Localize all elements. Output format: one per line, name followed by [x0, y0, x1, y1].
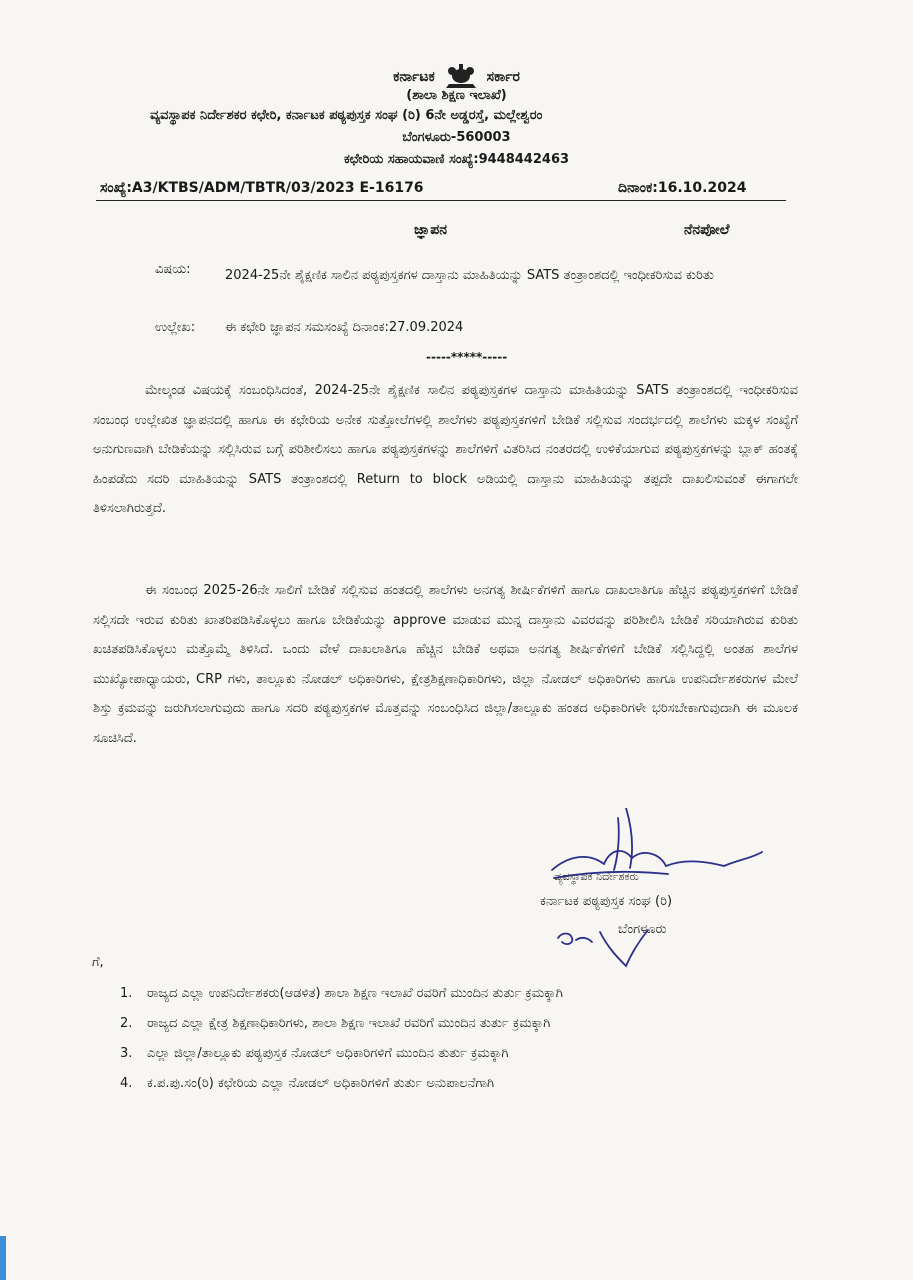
list-item	[120, 984, 563, 1014]
reminder-title: ನೆನಪೋಲೆ	[684, 222, 730, 238]
reference-number: ಸಂಖ್ಯೆ:A3/KTBS/ADM/TBTR/03/2023 E-16176	[100, 180, 424, 196]
signatory-title: ಕರ್ನಾಟಕ ಪಠ್ಯಪುಸ್ತಕ ಸಂಘ (ರಿ)	[540, 894, 673, 909]
list-item	[120, 1044, 563, 1074]
reference-text: ಈ ಕಛೇರಿ ಜ್ಞಾಪನ ಸಮಸಂಖ್ಯೆ ದಿನಾಂಕ:27.09.2024	[225, 320, 464, 335]
header-department: (ಶಾಲಾ ಶಿಕ್ಷಣ ಇಲಾಖೆ)	[406, 88, 507, 103]
header-helpline: ಕಛೇರಿಯ ಸಹಾಯವಾಣಿ ಸಂಖ್ಯೆ:9448442463	[343, 152, 570, 167]
list-item-text: ಎಲ್ಲಾ ಜಿಲ್ಲಾ/ತಾಲ್ಲೂಕು ಪಠ್ಯಪುಸ್ತಕ ನೋಡಲ್ ಅಧಿಕಾರಿಗಳಿಗೆ ಮುಂದಿನ ತುರ್ತು ಕ್ರಮಕ್ಕಾಗಿ	[147, 1046, 509, 1061]
scan-edge-marker	[0, 1236, 6, 1280]
list-item	[120, 1014, 563, 1044]
letter-date: ದಿನಾಂಕ:16.10.2024	[618, 180, 747, 196]
list-item-text: ರಾಜ್ಯದ ಎಲ್ಲಾ ಉಪನಿರ್ದೇಶಕರು(ಆಡಳಿತ) ಶಾಲಾ ಶಿಕ್ಷಣ ಇಲಾಖೆ ರವರಿಗೆ ಮುಂದಿನ ತುರ್ತು ಕ್ರಮಕ್ಕಾಗಿ	[147, 986, 563, 1001]
list-item-number: 4.	[120, 1076, 133, 1091]
body-paragraph-1: ಮೇಲ್ಕಂಡ ವಿಷಯಕ್ಕೆ ಸಂಬಂಧಿಸಿದಂತೆ, 2024-25ನೇ ಶೈಕ್ಷಣಿಕ ಸಾಲಿನ ಪಠ್ಯಪುಸ್ತಕಗಳ ದಾಸ್ತಾನು ಮಾಹಿತಿಯನ್ನು SATS ತಂತ್ರಾಂಶದಲ್ಲಿ ಇಂಧೀಕರಿಸುವ ಸಂಬಂಧ ಉಲ್ಲೇಖಿತ ಜ್ಞಾಪನದಲ್ಲಿ ಹಾಗೂ ಈ ಕಛೇರಿಯ ಅನೇಕ ಸುತ್ತೋಲೆಗಳಲ್ಲಿ ಶಾಲೆಗಳು ಪಠ್ಯಪುಸ್ತಕಗಳಿಗೆ ಬೇಡಿಕೆ ಸಲ್ಲಿಸುವ ಸಂದರ್ಭದಲ್ಲಿ ಶಾಲೆಗಳು ಮಕ್ಕಳ ಸಂಖ್ಯೆಗೆ ಅನುಗುಣವಾಗಿ ಬೇಡಿಕೆಯನ್ನು ಸಲ್ಲಿಸಿರುವ ಬಗ್ಗೆ ಪರಿಶೀಲಿಸಲು ಹಾಗೂ ಪಠ್ಯಪುಸ್ತಕಗಳನ್ನು ಶಾಲೆಗಳಿಗೆ ವಿತರಿಸಿದ ನಂತರದಲ್ಲಿ ಉಳಿಕೆಯಾಗುವ ಪಠ್ಯಪುಸ್ತಕಗಳನ್ನು ಬ್ಲಾಕ್ ಹಂತಕ್ಕೆ ಹಿಂಪಡೆದು ಸದರಿ ಮಾಹಿತಿಯನ್ನು SATS ತಂತ್ರಾಂಶದಲ್ಲಿ Return to block ಅಡಿಯಲ್ಲಿ ದಾಸ್ತಾನು ಮಾಹಿತಿಯನ್ನು ತಪ್ಪದೇ ದಾಖಲಿಸುವಂತೆ ಈಗಾಗಲೇ ತಿಳಿಸಲಾಗಿರುತ್ತದೆ.	[93, 383, 798, 516]
list-item-text: ಕ.ಪ.ಪು.ಸಂ(ರಿ) ಕಛೇರಿಯ ಎಲ್ಲಾ ನೋಡಲ್ ಅಧಿಕಾರಿಗಳಿಗೆ ತುರ್ತು ಅನುಪಾಲನೆಗಾಗಿ	[147, 1076, 495, 1091]
list-item-number: 1.	[120, 986, 133, 1001]
subject-text: 2024-25ನೇ ಶೈಕ್ಷಣಿಕ ಸಾಲಿನ ಪಠ್ಯಪುಸ್ತಕಗಳ ದಾಸ್ತಾನು ಮಾಹಿತಿಯನ್ನು SATS ತಂತ್ರಾಂಶದಲ್ಲಿ ಇಂಧೀಕರಿಸುವ ಕುರಿತು	[225, 268, 714, 283]
body-paragraph-2: ಈ ಸಂಬಂಧ 2025-26ನೇ ಸಾಲಿಗೆ ಬೇಡಿಕೆ ಸಲ್ಲಿಸುವ ಹಂತದಲ್ಲಿ ಶಾಲೆಗಳು ಅನಗತ್ಯ ಶೀರ್ಷಿಕೆಗಳಿಗೆ ಹಾಗೂ ದಾಖಲಾತಿಗೂ ಹೆಚ್ಚಿನ ಪಠ್ಯಪುಸ್ತಕಗಳಿಗೆ ಬೇಡಿಕೆ ಸಲ್ಲಿಸದೇ ಇರುವ ಕುರಿತು ಖಾತರಿಪಡಿಸಿಕೊಳ್ಳಲು ಹಾಗೂ ಬೇಡಿಕೆಯನ್ನು approve ಮಾಡುವ ಮುನ್ನ ದಾಸ್ತಾನು ವಿವರವನ್ನು ಪರಿಶೀಲಿಸಿ ಬೇಡಿಕೆ ಸರಿಯಾಗಿರುವ ಕುರಿತು ಖಚಿತಪಡಿಸಿಕೊಳ್ಳಲು ಮತ್ತೊಮ್ಮೆ ತಿಳಿಸಿದೆ. ಒಂದು ವೇಳೆ ದಾಖಲಾತಿಗೂ ಹೆಚ್ಚಿನ ಬೇಡಿಕೆ ಅಥವಾ ಅನಗತ್ಯ ಶೀರ್ಷಿಕೆಗಳಿಗೆ ಬೇಡಿಕೆ ಸಲ್ಲಿಸಿದ್ದಲ್ಲಿ ಅಂತಹ ಶಾಲೆಗಳ ಮುಖ್ಯೋಪಾಧ್ಯಾಯರು, CRP ಗಳು, ತಾಲ್ಲೂಕು ನೋಡಲ್ ಅಧಿಕಾರಿಗಳು, ಕ್ಷೇತ್ರಶಿಕ್ಷಣಾಧಿಕಾರಿಗಳು, ಜಿಲ್ಲಾ ನೋಡಲ್ ಅಧಿಕಾರಿಗಳು ಹಾಗೂ ಉಪನಿರ್ದೇಶಕರುಗಳ ಮೇಲೆ ಶಿಸ್ತು ಕ್ರಮವನ್ನು ಜರುಗಿಸಲಾಗುವುದು ಹಾಗೂ ಸದರಿ ಪಠ್ಯಪುಸ್ತಕಗಳ ಮೊತ್ತವನ್ನು ಸಂಬಂಧಿಸಿದ ಜಿಲ್ಲಾ/ತಾಲ್ಲೂಕು ಹಂತದ ಅಧಿಕಾರಿಗಳೇ ಭರಿಸಬೇಕಾಗುವುದಾಗಿ ಈ ಮೂಲಕ ಸೂಚಿಸಿದೆ.	[93, 583, 798, 746]
list-item-number: 3.	[120, 1046, 133, 1061]
memo-title: ಜ್ಞಾಪನ	[414, 222, 448, 238]
list-item-number: 2.	[120, 1016, 133, 1031]
signatory-place: ಬೆಂಗಳೂರು	[618, 922, 667, 937]
header-divider	[96, 200, 786, 201]
header-govt: ಸರ್ಕಾರ	[486, 69, 520, 85]
to-label: ಗೆ,	[92, 955, 104, 970]
separator: -----*****-----	[426, 350, 508, 364]
recipients-list	[120, 984, 563, 1104]
list-item-text: ರಾಜ್ಯದ ಎಲ್ಲಾ ಕ್ಷೇತ್ರ ಶಿಕ್ಷಣಾಧಿಕಾರಿಗಳು, ಶಾಲಾ ಶಿಕ್ಷಣ ಇಲಾಖೆ ರವರಿಗೆ ಮುಂದಿನ ತುರ್ತು ಕ್ರಮಕ್ಕಾಗಿ	[147, 1016, 551, 1031]
reference-label: ಉಲ್ಲೇಖ:	[155, 320, 196, 335]
header-city: ಬೆಂಗಳೂರು-560003	[402, 130, 511, 145]
header-state: ಕರ್ನಾಟಕ	[393, 69, 435, 85]
header-office-address: ವ್ಯವಸ್ಥಾಪಕ ನಿರ್ದೇಶಕರ ಕಛೇರಿ, ಕರ್ನಾಟಕ ಪಠ್ಯಪುಸ್ತಕ ಸಂಘ (ರಿ) 6ನೇ ಅಡ್ಡರಸ್ತೆ, ಮಲ್ಲೇಶ್ವರಂ	[150, 108, 543, 123]
handwritten-signature	[548, 808, 778, 978]
handwritten-designation: ವ್ಯವಸ್ಥಾಪಕ ನಿರ್ದೇಶಕರು	[554, 870, 639, 883]
subject-label: ವಿಷಯ:	[155, 262, 191, 277]
list-item	[120, 1074, 563, 1104]
